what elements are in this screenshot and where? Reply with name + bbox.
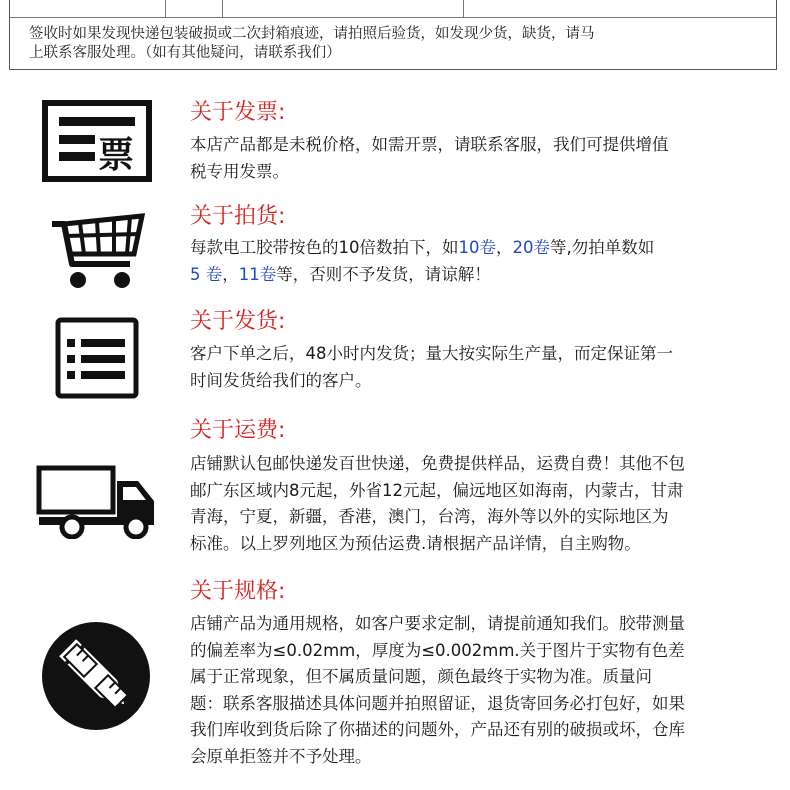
section-body [190, 611, 765, 770]
body-line: 青海，宁夏，新疆，香港，澳门，台湾，海外等以外的实际地区为 [190, 507, 669, 526]
checklist-icon [55, 317, 139, 399]
section-body [190, 132, 765, 185]
table-divider [165, 0, 166, 18]
body-line: 时间发货给我们的客户。 [190, 370, 372, 390]
table-divider [222, 0, 223, 18]
body-line: 属于正常现象，但不属质量问题，颜色最终于实物为准。质量问 [190, 667, 652, 686]
body-line: 邮广东区域内8元起，外省12元起，偏远地区如海南，内蒙古，甘肃 [190, 480, 684, 500]
body-line: 本店产品都是未税价格，如需开票，请联系客服，我们可提供增值 [190, 135, 669, 154]
body-text: ， [222, 264, 239, 284]
body-text: ， [496, 238, 513, 257]
body-line: 会原单拒签并不予处理。 [190, 746, 372, 766]
body-line: 客户下单之后，48小时内发货；量大按实际生产量，而定保证第一 [190, 344, 673, 363]
body-line [190, 262, 765, 289]
notice-box [9, 18, 777, 70]
pencil-ruler-icon [40, 620, 152, 732]
notice-line: 签收时如果发现快递包装破损或二次封箱痕迹，请拍照后验货，如发现少货，缺货，请马 [29, 26, 595, 42]
table-divider [463, 0, 464, 18]
body-text: 每款电工胶带按色的10倍数拍下，如 [190, 238, 459, 257]
body-line: 题：联系客服描述具体问题并拍照留证，退货寄回务必打包好，如果 [190, 693, 685, 713]
section-body [190, 235, 765, 288]
invoice-icon [42, 100, 152, 182]
body-line: 店铺默认包邮快递发百世快递，免费提供样品，运费自费！其他不包 [190, 454, 685, 473]
body-line: 我们库收到货后除了你描述的问题外，产品还有别的破损或坏，仓库 [190, 720, 685, 739]
section-body [190, 451, 765, 557]
body-text: 等,勿拍单数如 [550, 238, 655, 257]
truck-icon [36, 465, 160, 539]
body-line: 店铺产品为通用规格，如客户要求定制，请提前通知我们。胶带测量 [190, 614, 685, 633]
section-title: 关于运费: [190, 418, 286, 443]
notice-line: 上联系客服处理。（如有其他疑问，请联系我们） [29, 45, 341, 61]
highlight-qty: 10卷 [458, 238, 496, 257]
shopping-cart-icon [50, 206, 148, 292]
body-line: 税专用发票。 [190, 161, 289, 181]
section-title: 关于发货: [190, 309, 286, 334]
highlight-qty: 20卷 [512, 238, 550, 257]
body-line [190, 235, 765, 262]
body-text: 等，否则不予发货，请谅解！ [276, 264, 491, 284]
top-table-row [9, 0, 777, 18]
body-line: 标准。以上罗列地区为预估运费.请根据产品详情，自主购物。 [190, 533, 641, 553]
highlight-qty: 5 卷 [190, 264, 223, 284]
section-title: 关于规格: [190, 579, 286, 604]
invoice-icon-glyph: 票 [97, 135, 135, 176]
highlight-qty: 11卷 [238, 264, 277, 284]
section-title: 关于发票: [190, 100, 286, 125]
section-body [190, 341, 765, 394]
body-line: 的偏差率为≤0.02mm，厚度为≤0.002mm.关于图片于实物有色差 [190, 640, 685, 660]
section-title: 关于拍货: [190, 204, 286, 229]
